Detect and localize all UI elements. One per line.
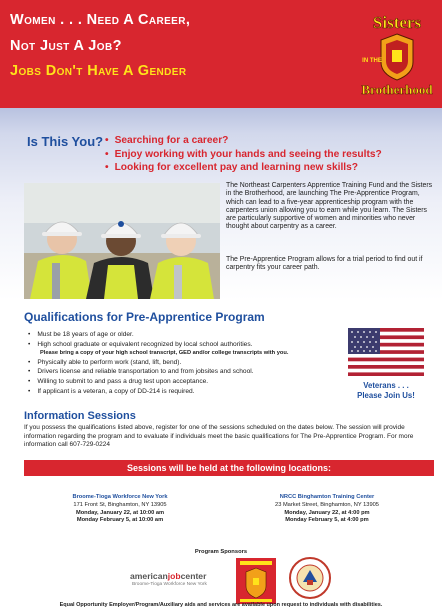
- headline-line-1: Women . . . Need A Career,: [10, 12, 191, 28]
- intro-bullet: • Looking for excellent pay and learning new skills?: [105, 161, 382, 175]
- veterans-line-2: Please Join Us!: [357, 391, 415, 400]
- is-this-you-heading: Is This You?: [27, 134, 104, 149]
- ajc-subtitle: Broome-Tioga Workforce New York: [132, 582, 207, 587]
- qualification-item: • Physically able to perform work (stand, lift, bend).: [28, 358, 288, 368]
- workers-photo: [24, 183, 220, 299]
- location-name: NRCC Binghamton Training Center: [279, 494, 375, 500]
- headline-line-2: Not Just A Job?: [10, 38, 122, 54]
- location-date: Monday, January 22, at 4:00 pm: [284, 509, 370, 516]
- qualification-item: • Drivers license and reliable transportation to and from jobsites and school.: [28, 367, 288, 377]
- qualification-item: • Willing to submit to and pass a drug test upon acceptance.: [28, 377, 288, 387]
- location-address: 23 Market Street, Binghamton, NY 13905: [275, 501, 379, 508]
- header-banner: [0, 0, 442, 108]
- location-date: Monday, January 22, at 10:00 am: [75, 509, 165, 516]
- intro-paragraph: The Northeast Carpenters Apprentice Training Fund and the Sisters in the Brotherhood, are launching The Pre-Apprentice Program, which can lead to a five-year apprenticeship program with the carpenters union allowing you to earn while you learn. The Sisters are particularly supportive of women and minorities who never thought about carpentry as a career.: [226, 182, 433, 231]
- veterans-line-1: Veterans . . .: [363, 381, 409, 390]
- intro-bullets: [105, 134, 382, 175]
- location-address: 171 Front St, Binghamton, NY 13905: [73, 501, 167, 508]
- headline-line-3: Jobs Don't Have A Gender: [10, 63, 187, 79]
- intro-bullet: • Enjoy working with your hands and seeing the results?: [105, 148, 382, 162]
- location-broome-tioga: [30, 494, 210, 525]
- program-sponsors-label: Program Sponsors: [194, 549, 248, 555]
- qualification-item: • If applicant is a veteran, a copy of DD-214 is required.: [28, 387, 288, 397]
- sessions-banner: Sessions will be held at the following locations:: [24, 460, 434, 476]
- ajc-part-c: center: [180, 571, 207, 581]
- ajc-part-a: american: [130, 571, 168, 581]
- sponsor-sisters-logo: [236, 558, 276, 604]
- location-nrcc: [232, 494, 422, 525]
- logo-text-top: Sisters: [372, 13, 422, 32]
- qualifications-list: [28, 330, 288, 396]
- intro-bullet: • Searching for a career?: [105, 134, 382, 148]
- veterans-caption: [346, 381, 426, 401]
- sisters-brotherhood-logo: [357, 4, 437, 100]
- qualification-item: • Must be 18 years of age or older.: [28, 330, 288, 340]
- information-sessions-text: If you possess the qualifications listed above, register for one of the sessions scheduled on the dates below. The session will provide information regarding the program and to evaluate if individuals meet the basic qualifications for The Pre-Apprentice Program. For more information call 607-729-0224: [24, 424, 414, 448]
- us-flag-image: [348, 328, 424, 376]
- location-name: Broome-Tioga Workforce New York: [72, 494, 168, 500]
- location-date: Monday February 5, at 10:00 am: [76, 517, 164, 524]
- logo-text-mid: IN THE: [362, 58, 382, 64]
- qualification-item: • High school graduate or equivalent recognized by local school authorities.: [28, 340, 288, 350]
- americanjobcenter-logo: [130, 571, 206, 581]
- qualifications-heading: Qualifications for Pre-Apprentice Program: [24, 310, 265, 324]
- information-sessions-heading: Information Sessions: [24, 410, 136, 422]
- ajc-part-b: job: [167, 571, 181, 581]
- logo-text-bottom: Brotherhood: [361, 82, 433, 97]
- transcript-note: Please bring a copy of your high school transcript, GED and/or college transcripts with you.: [40, 350, 289, 357]
- location-date: Monday February 5, at 4:00 pm: [285, 517, 369, 524]
- footer-disclaimer: Equal Opportunity Employer/Program/Auxiliary aids and services are available upon request to individuals with disabilities.: [59, 602, 383, 608]
- trial-paragraph: The Pre-Apprentice Program allows for a trial period to find out if carpentry fits your career path.: [226, 256, 423, 272]
- sponsor-ncrc-seal: [289, 556, 331, 600]
